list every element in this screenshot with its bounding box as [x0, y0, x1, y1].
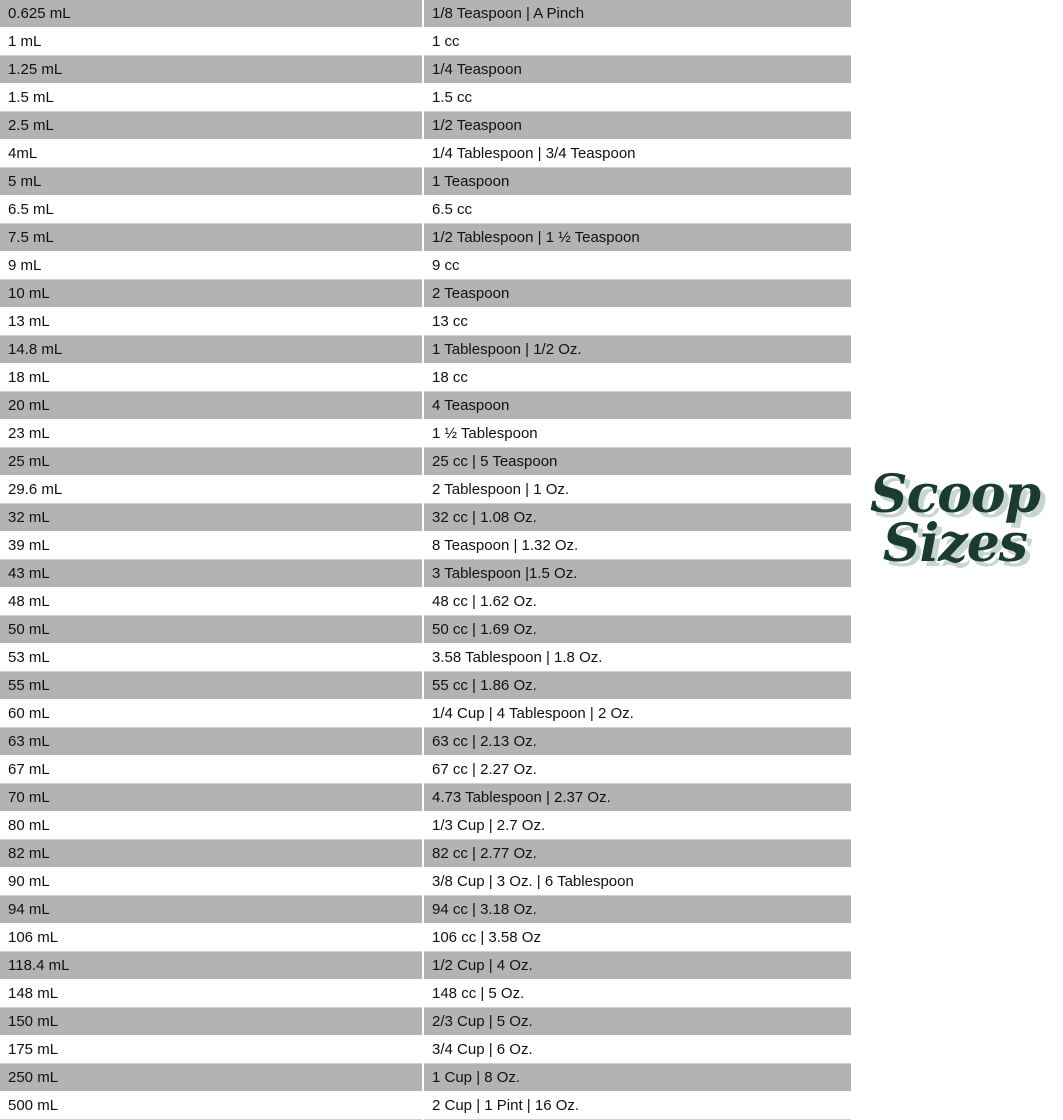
cell-milliliters: 43 mL [0, 560, 423, 588]
table-row [0, 504, 851, 532]
table-row [0, 0, 851, 28]
table-row [0, 476, 851, 504]
table-row [0, 84, 851, 112]
table-row [0, 616, 851, 644]
table-row [0, 336, 851, 364]
logo-line-2: Sizes [882, 513, 1028, 575]
cell-equivalent: 1 ½ Tablespoon [423, 420, 851, 448]
cell-milliliters: 14.8 mL [0, 336, 423, 364]
cell-equivalent: 1/3 Cup | 2.7 Oz. [423, 812, 851, 840]
cell-equivalent: 2 Teaspoon [423, 280, 851, 308]
cell-equivalent: 4.73 Tablespoon | 2.37 Oz. [423, 784, 851, 812]
cell-equivalent: 55 cc | 1.86 Oz. [423, 672, 851, 700]
cell-equivalent: 9 cc [423, 252, 851, 280]
cell-equivalent: 4 Teaspoon [423, 392, 851, 420]
table-row [0, 252, 851, 280]
cell-milliliters: 1.25 mL [0, 56, 423, 84]
cell-equivalent: 1 Tablespoon | 1/2 Oz. [423, 336, 851, 364]
cell-milliliters: 94 mL [0, 896, 423, 924]
cell-equivalent: 32 cc | 1.08 Oz. [423, 504, 851, 532]
cell-equivalent: 148 cc | 5 Oz. [423, 980, 851, 1008]
cell-milliliters: 80 mL [0, 812, 423, 840]
table-row [0, 812, 851, 840]
table-row [0, 980, 851, 1008]
cell-equivalent: 82 cc | 2.77 Oz. [423, 840, 851, 868]
cell-milliliters: 10 mL [0, 280, 423, 308]
table-row [0, 56, 851, 84]
table-row [0, 1064, 851, 1092]
cell-milliliters: 148 mL [0, 980, 423, 1008]
table-row [0, 140, 851, 168]
cell-milliliters: 67 mL [0, 756, 423, 784]
cell-milliliters: 1.5 mL [0, 84, 423, 112]
cell-milliliters: 5 mL [0, 168, 423, 196]
table-row [0, 28, 851, 56]
table-row [0, 1036, 851, 1064]
table-row [0, 532, 851, 560]
cell-equivalent: 6.5 cc [423, 196, 851, 224]
cell-milliliters: 60 mL [0, 700, 423, 728]
table-row [0, 560, 851, 588]
cell-equivalent: 1/4 Cup | 4 Tablespoon | 2 Oz. [423, 700, 851, 728]
cell-milliliters: 150 mL [0, 1008, 423, 1036]
table-row [0, 924, 851, 952]
cell-equivalent: 67 cc | 2.27 Oz. [423, 756, 851, 784]
cell-equivalent: 13 cc [423, 308, 851, 336]
cell-milliliters: 63 mL [0, 728, 423, 756]
cell-milliliters: 9 mL [0, 252, 423, 280]
cell-equivalent: 3.58 Tablespoon | 1.8 Oz. [423, 644, 851, 672]
cell-equivalent: 1/2 Cup | 4 Oz. [423, 952, 851, 980]
cell-milliliters: 18 mL [0, 364, 423, 392]
cell-milliliters: 50 mL [0, 616, 423, 644]
cell-equivalent: 1/4 Tablespoon | 3/4 Teaspoon [423, 140, 851, 168]
cell-milliliters: 106 mL [0, 924, 423, 952]
cell-equivalent: 1/2 Teaspoon [423, 112, 851, 140]
cell-equivalent: 1 Cup | 8 Oz. [423, 1064, 851, 1092]
cell-equivalent: 1/2 Tablespoon | 1 ½ Teaspoon [423, 224, 851, 252]
table-row [0, 1008, 851, 1036]
cell-milliliters: 500 mL [0, 1092, 423, 1120]
cell-milliliters: 118.4 mL [0, 952, 423, 980]
table-row [0, 728, 851, 756]
cell-equivalent: 3/8 Cup | 3 Oz. | 6 Tablespoon [423, 868, 851, 896]
table-row [0, 588, 851, 616]
table-row [0, 112, 851, 140]
cell-equivalent: 1.5 cc [423, 84, 851, 112]
table-row [0, 364, 851, 392]
cell-milliliters: 0.625 mL [0, 0, 423, 28]
table-row [0, 896, 851, 924]
cell-equivalent: 2 Tablespoon | 1 Oz. [423, 476, 851, 504]
table-row [0, 756, 851, 784]
cell-equivalent: 25 cc | 5 Teaspoon [423, 448, 851, 476]
scoop-sizes-logo [855, 464, 1055, 575]
cell-milliliters: 70 mL [0, 784, 423, 812]
table-row [0, 448, 851, 476]
cell-equivalent: 18 cc [423, 364, 851, 392]
cell-equivalent: 3 Tablespoon |1.5 Oz. [423, 560, 851, 588]
table-row [0, 644, 851, 672]
cell-milliliters: 2.5 mL [0, 112, 423, 140]
cell-equivalent: 106 cc | 3.58 Oz [423, 924, 851, 952]
cell-equivalent: 2 Cup | 1 Pint | 16 Oz. [423, 1092, 851, 1120]
cell-milliliters: 175 mL [0, 1036, 423, 1064]
cell-milliliters: 55 mL [0, 672, 423, 700]
cell-milliliters: 48 mL [0, 588, 423, 616]
cell-equivalent: 63 cc | 2.13 Oz. [423, 728, 851, 756]
table-row [0, 840, 851, 868]
cell-milliliters: 90 mL [0, 868, 423, 896]
cell-equivalent: 50 cc | 1.69 Oz. [423, 616, 851, 644]
table-row [0, 224, 851, 252]
table-row [0, 868, 851, 896]
cell-equivalent: 3/4 Cup | 6 Oz. [423, 1036, 851, 1064]
table-row [0, 784, 851, 812]
cell-milliliters: 29.6 mL [0, 476, 423, 504]
table-row [0, 1092, 851, 1120]
table-row [0, 420, 851, 448]
cell-equivalent: 8 Teaspoon | 1.32 Oz. [423, 532, 851, 560]
table-row [0, 308, 851, 336]
cell-milliliters: 25 mL [0, 448, 423, 476]
table-row [0, 672, 851, 700]
cell-milliliters: 82 mL [0, 840, 423, 868]
table-row [0, 952, 851, 980]
table-row [0, 700, 851, 728]
cell-equivalent: 1/4 Teaspoon [423, 56, 851, 84]
cell-milliliters: 6.5 mL [0, 196, 423, 224]
table-row [0, 280, 851, 308]
cell-milliliters: 39 mL [0, 532, 423, 560]
cell-equivalent: 2/3 Cup | 5 Oz. [423, 1008, 851, 1036]
cell-equivalent: 94 cc | 3.18 Oz. [423, 896, 851, 924]
cell-milliliters: 13 mL [0, 308, 423, 336]
cell-milliliters: 1 mL [0, 28, 423, 56]
table-row [0, 196, 851, 224]
cell-milliliters: 250 mL [0, 1064, 423, 1092]
table-row [0, 168, 851, 196]
cell-milliliters: 32 mL [0, 504, 423, 532]
cell-milliliters: 23 mL [0, 420, 423, 448]
cell-milliliters: 53 mL [0, 644, 423, 672]
cell-milliliters: 20 mL [0, 392, 423, 420]
cell-milliliters: 7.5 mL [0, 224, 423, 252]
table-row [0, 392, 851, 420]
cell-milliliters: 4mL [0, 140, 423, 168]
cell-equivalent: 48 cc | 1.62 Oz. [423, 588, 851, 616]
cell-equivalent: 1/8 Teaspoon | A Pinch [423, 0, 851, 28]
logo-line-1: Scoop [870, 464, 1040, 525]
cell-equivalent: 1 cc [423, 28, 851, 56]
cell-equivalent: 1 Teaspoon [423, 168, 851, 196]
